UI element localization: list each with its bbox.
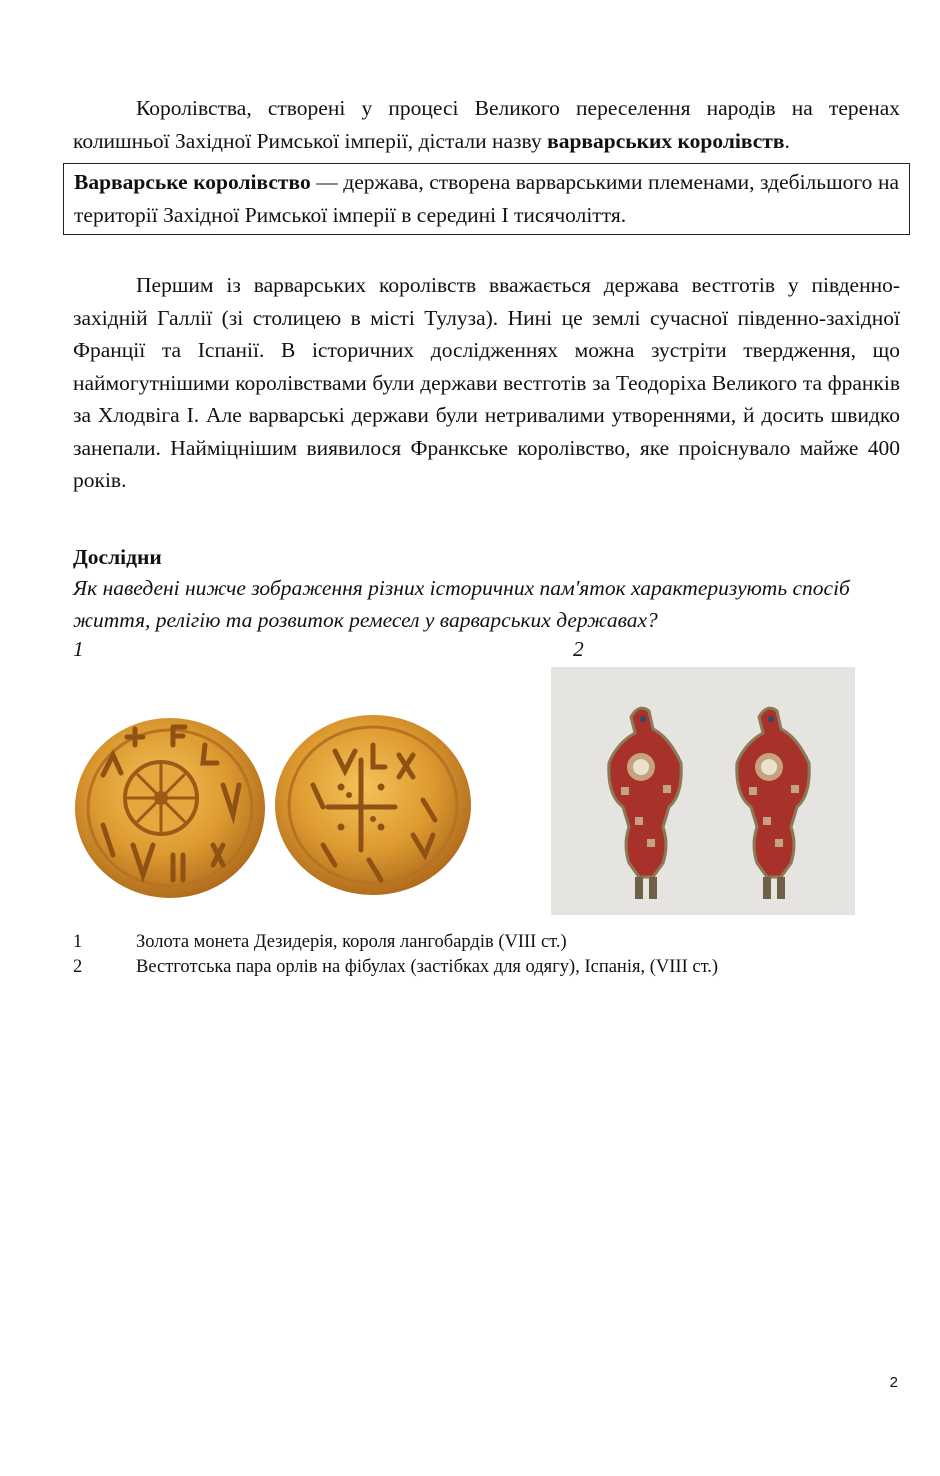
intro-text: Королівства, створені у процесі Великого переселення народів на теренах колишньої Західної Римської імперії, дістали назву: [73, 96, 900, 153]
document-page: [73, 92, 900, 980]
definition-text: — держава, створена варварськими племенами, здебільшого на території Західної Римської імперії в середині І тисячоліття.: [74, 170, 899, 227]
caption-1-number: 1: [73, 931, 83, 952]
page-number: 2: [889, 1374, 898, 1391]
research-title: Дослідни: [73, 544, 162, 569]
figures: [73, 667, 900, 925]
figure-1-label: 1: [73, 636, 84, 661]
definition-box: [63, 163, 910, 235]
main-paragraph: Першим із варварських королівств вважається держава вестготів у південно-західній Галлії (зі столицею в місті Тулуза). Нині це землі сучасної південно-західної Франції та Іспанії. В історичних дослідженнях можна зустріти твердження, що наймогутнішими королівствами були держави вестготів за Теодоріха Великого та франків за Хлодвіга І. Але варварські держави були нетривалими утвореннями, й досить швидко занепали. Найміцнішим виявилося Франкське королівство, яке проіснувало майже 400 років.: [73, 273, 900, 492]
caption-row-2: [73, 955, 900, 980]
intro-end: .: [784, 128, 790, 153]
caption-2-text: Вестготська пара орлів на фібулах (застібках для одягу), Іспанія, (VIII ст.): [136, 956, 719, 977]
eagle-fibulae-image: [551, 667, 855, 915]
figure-captions: [73, 930, 900, 980]
caption-2-number: 2: [73, 956, 83, 977]
definition-term: Варварське королівство: [74, 170, 311, 194]
caption-row-1: [73, 930, 900, 955]
gold-coin-image: [73, 715, 473, 900]
intro-paragraph: [73, 92, 900, 157]
coin-reverse: [275, 715, 471, 895]
figure-labels: [73, 637, 900, 667]
figure-2-label: 2: [573, 636, 584, 661]
caption-1-text: Золота монета Дезидерія, короля лангобардів (VIII ст.): [136, 931, 567, 952]
coin-obverse: [75, 718, 265, 898]
research-question: Як наведені нижче зображення різних історичних пам'яток характеризують спосіб життя, релігію та розвиток ремесел у варварських державах?: [73, 575, 850, 632]
intro-term: варварських королівств: [547, 128, 785, 153]
